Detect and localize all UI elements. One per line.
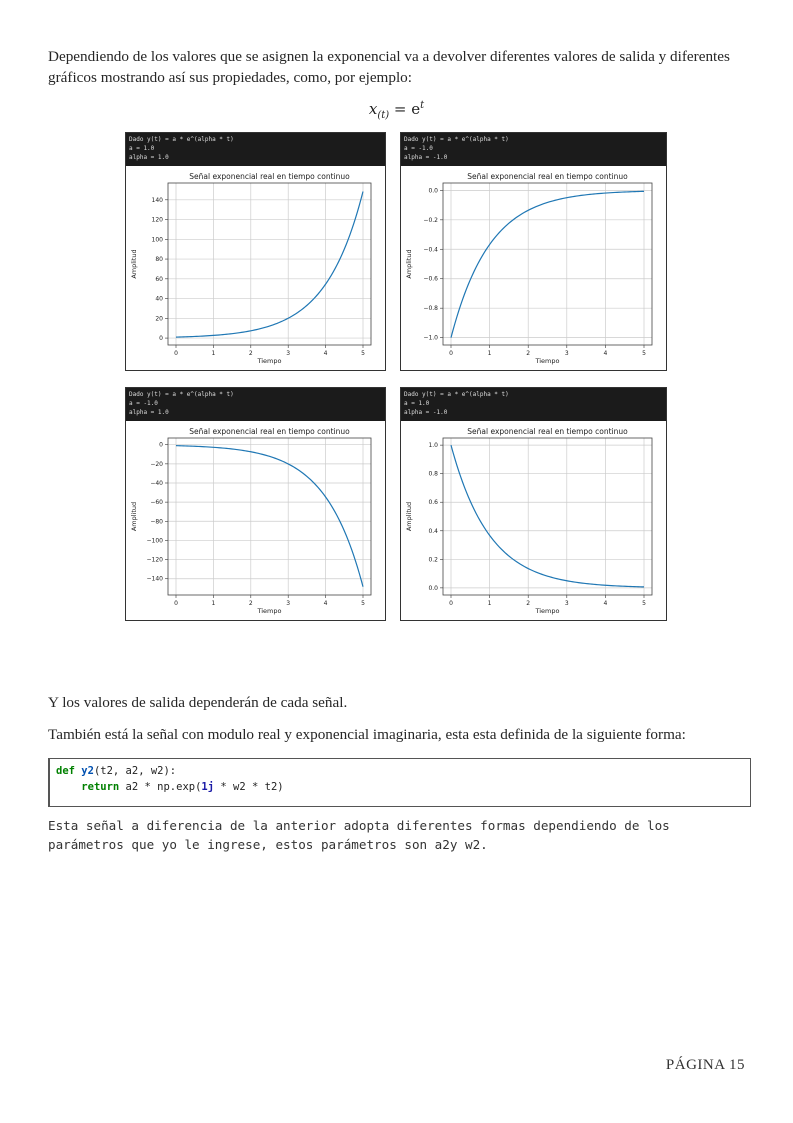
y-tick-label: −40	[150, 479, 163, 487]
output-header-line: alpha = -1.0	[404, 154, 448, 161]
x-tick-label: 2	[526, 600, 531, 607]
x-tick-label: 5	[361, 600, 365, 607]
code-expr: a2 * np.exp(	[119, 781, 202, 793]
x-tick-label: 3	[286, 350, 291, 357]
y-tick-label: 0.4	[428, 527, 438, 535]
y-axis-label: Amplitud	[130, 501, 138, 532]
output-header-line: a = 1.0	[404, 400, 430, 407]
x-tick-label: 1	[211, 600, 216, 607]
chart-svg	[126, 388, 385, 620]
x-tick-label: 3	[564, 600, 569, 607]
y-tick-label: 80	[155, 256, 163, 264]
y-axis-label: Amplitud	[405, 501, 413, 532]
x-tick-label: 2	[248, 600, 253, 607]
x-tick-label: 1	[487, 600, 492, 607]
x-tick-label: 4	[603, 600, 608, 607]
output-header-line: alpha = -1.0	[404, 409, 448, 416]
x-tick-label: 3	[286, 600, 291, 607]
chart-title: Señal exponencial real en tiempo continuo	[467, 427, 628, 436]
output-header-line: alpha = 1.0	[129, 409, 169, 416]
y-tick-label: 40	[155, 295, 163, 303]
y-tick-label: −80	[150, 518, 163, 526]
output-header-line: Dado y(t) = a * e^(alpha * t)	[404, 136, 509, 143]
output-header-line: a = -1.0	[129, 400, 158, 407]
formula-sup: t	[420, 100, 425, 111]
y-tick-label: 0	[159, 335, 163, 343]
y-tick-label: 0	[159, 441, 163, 449]
mono-paragraph: Esta señal a diferencia de la anterior adopta diferentes formas dependiendo de los parámetros que yo le ingrese, estos parámetros son a2y w2.	[48, 818, 670, 852]
y-tick-label: −0.6	[423, 275, 438, 283]
x-tick-label: 0	[449, 600, 453, 607]
signal-line	[451, 445, 644, 587]
plot-frame	[443, 438, 652, 595]
y-axis-label: Amplitud	[405, 249, 413, 279]
formula-sub: (t)	[377, 110, 390, 121]
output-header-line: alpha = 1.0	[129, 154, 169, 161]
code-indent	[56, 781, 81, 793]
y-tick-label: −0.4	[423, 246, 438, 254]
x-axis-label: Tiempo	[257, 607, 282, 615]
also-paragraph: También está la señal con modulo real y exponencial imaginaria, esta esta definida de la siguiente forma:	[48, 726, 686, 743]
x-tick-label: 4	[323, 350, 328, 357]
x-axis-label: Tiempo	[535, 357, 560, 365]
signal-line	[176, 446, 363, 587]
code-number: 1j	[201, 781, 215, 793]
code-block	[48, 758, 751, 807]
after-charts-paragraph: Y los valores de salida dependerán de cada señal.	[48, 694, 348, 711]
x-tick-label: 3	[564, 350, 569, 357]
code-expr-tail: * w2 * t2)	[214, 781, 284, 793]
y-tick-label: 0.2	[428, 556, 438, 564]
x-tick-label: 0	[174, 600, 178, 607]
y-tick-label: −20	[150, 460, 163, 468]
chart-svg	[126, 133, 385, 370]
y-tick-label: 140	[151, 196, 163, 204]
x-tick-label: 5	[642, 350, 646, 357]
y-tick-label: −0.8	[423, 305, 438, 313]
output-header-line: a = -1.0	[404, 145, 433, 152]
code-keyword-def: def	[56, 765, 75, 777]
signal-line	[176, 191, 363, 337]
page-number: PÁGINA 15	[665, 1057, 745, 1073]
signal-line	[451, 191, 644, 337]
y-tick-label: 0.6	[428, 499, 438, 507]
y-tick-label: 1.0	[428, 442, 438, 450]
chart-svg	[401, 388, 666, 620]
code-function-name: y2	[81, 765, 94, 777]
x-tick-label: 2	[248, 350, 253, 357]
intro-paragraph: Dependiendo de los valores que se asignen la exponencial va a devolver diferentes valores de salida y diferentes gráficos mostrando así sus propiedades, como, por ejemplo:	[48, 48, 730, 86]
x-axis-label: Tiempo	[535, 607, 560, 615]
formula-eq: = e	[389, 100, 421, 118]
formula-lhs: x	[368, 100, 378, 118]
chart-panel-2	[400, 132, 667, 371]
plot-frame	[443, 183, 652, 345]
x-tick-label: 0	[449, 350, 453, 357]
chart-title: Señal exponencial real en tiempo continuo	[467, 172, 628, 181]
output-header-line: Dado y(t) = a * e^(alpha * t)	[129, 136, 234, 143]
chart-svg	[401, 133, 666, 370]
y-axis-label: Amplitud	[130, 249, 138, 279]
x-tick-label: 1	[211, 350, 216, 357]
chart-title: Señal exponencial real en tiempo continuo	[189, 172, 350, 181]
x-tick-label: 0	[174, 350, 178, 357]
x-tick-label: 4	[323, 600, 328, 607]
chart-panel-4	[400, 387, 667, 621]
output-header-line: a = 1.0	[129, 145, 155, 152]
y-tick-label: 0.0	[428, 187, 438, 195]
formula	[0, 100, 793, 121]
y-tick-label: 0.0	[428, 584, 438, 592]
chart-panel-3	[125, 387, 386, 621]
plot-frame	[168, 438, 371, 595]
chart-title: Señal exponencial real en tiempo continuo	[189, 427, 350, 436]
code-params: (t2, a2, w2):	[93, 765, 177, 777]
output-header-line: Dado y(t) = a * e^(alpha * t)	[129, 391, 234, 398]
x-tick-label: 2	[526, 350, 531, 357]
y-tick-label: −1.0	[423, 334, 438, 342]
x-tick-label: 5	[642, 600, 646, 607]
y-tick-label: 100	[151, 236, 163, 244]
y-tick-label: −100	[146, 537, 163, 545]
output-header-line: Dado y(t) = a * e^(alpha * t)	[404, 391, 509, 398]
y-tick-label: 20	[155, 315, 163, 323]
y-tick-label: 120	[151, 216, 163, 224]
plot-frame	[168, 183, 371, 345]
y-tick-label: −0.2	[423, 216, 438, 224]
y-tick-label: 60	[155, 275, 163, 283]
x-tick-label: 4	[603, 350, 608, 357]
y-tick-label: −60	[150, 499, 163, 507]
x-axis-label: Tiempo	[257, 357, 282, 365]
x-tick-label: 5	[361, 350, 365, 357]
y-tick-label: −120	[146, 556, 163, 564]
code-keyword-return: return	[81, 781, 120, 793]
y-tick-label: 0.8	[428, 470, 438, 478]
y-tick-label: −140	[146, 575, 163, 583]
chart-panel-1	[125, 132, 386, 371]
x-tick-label: 1	[487, 350, 492, 357]
